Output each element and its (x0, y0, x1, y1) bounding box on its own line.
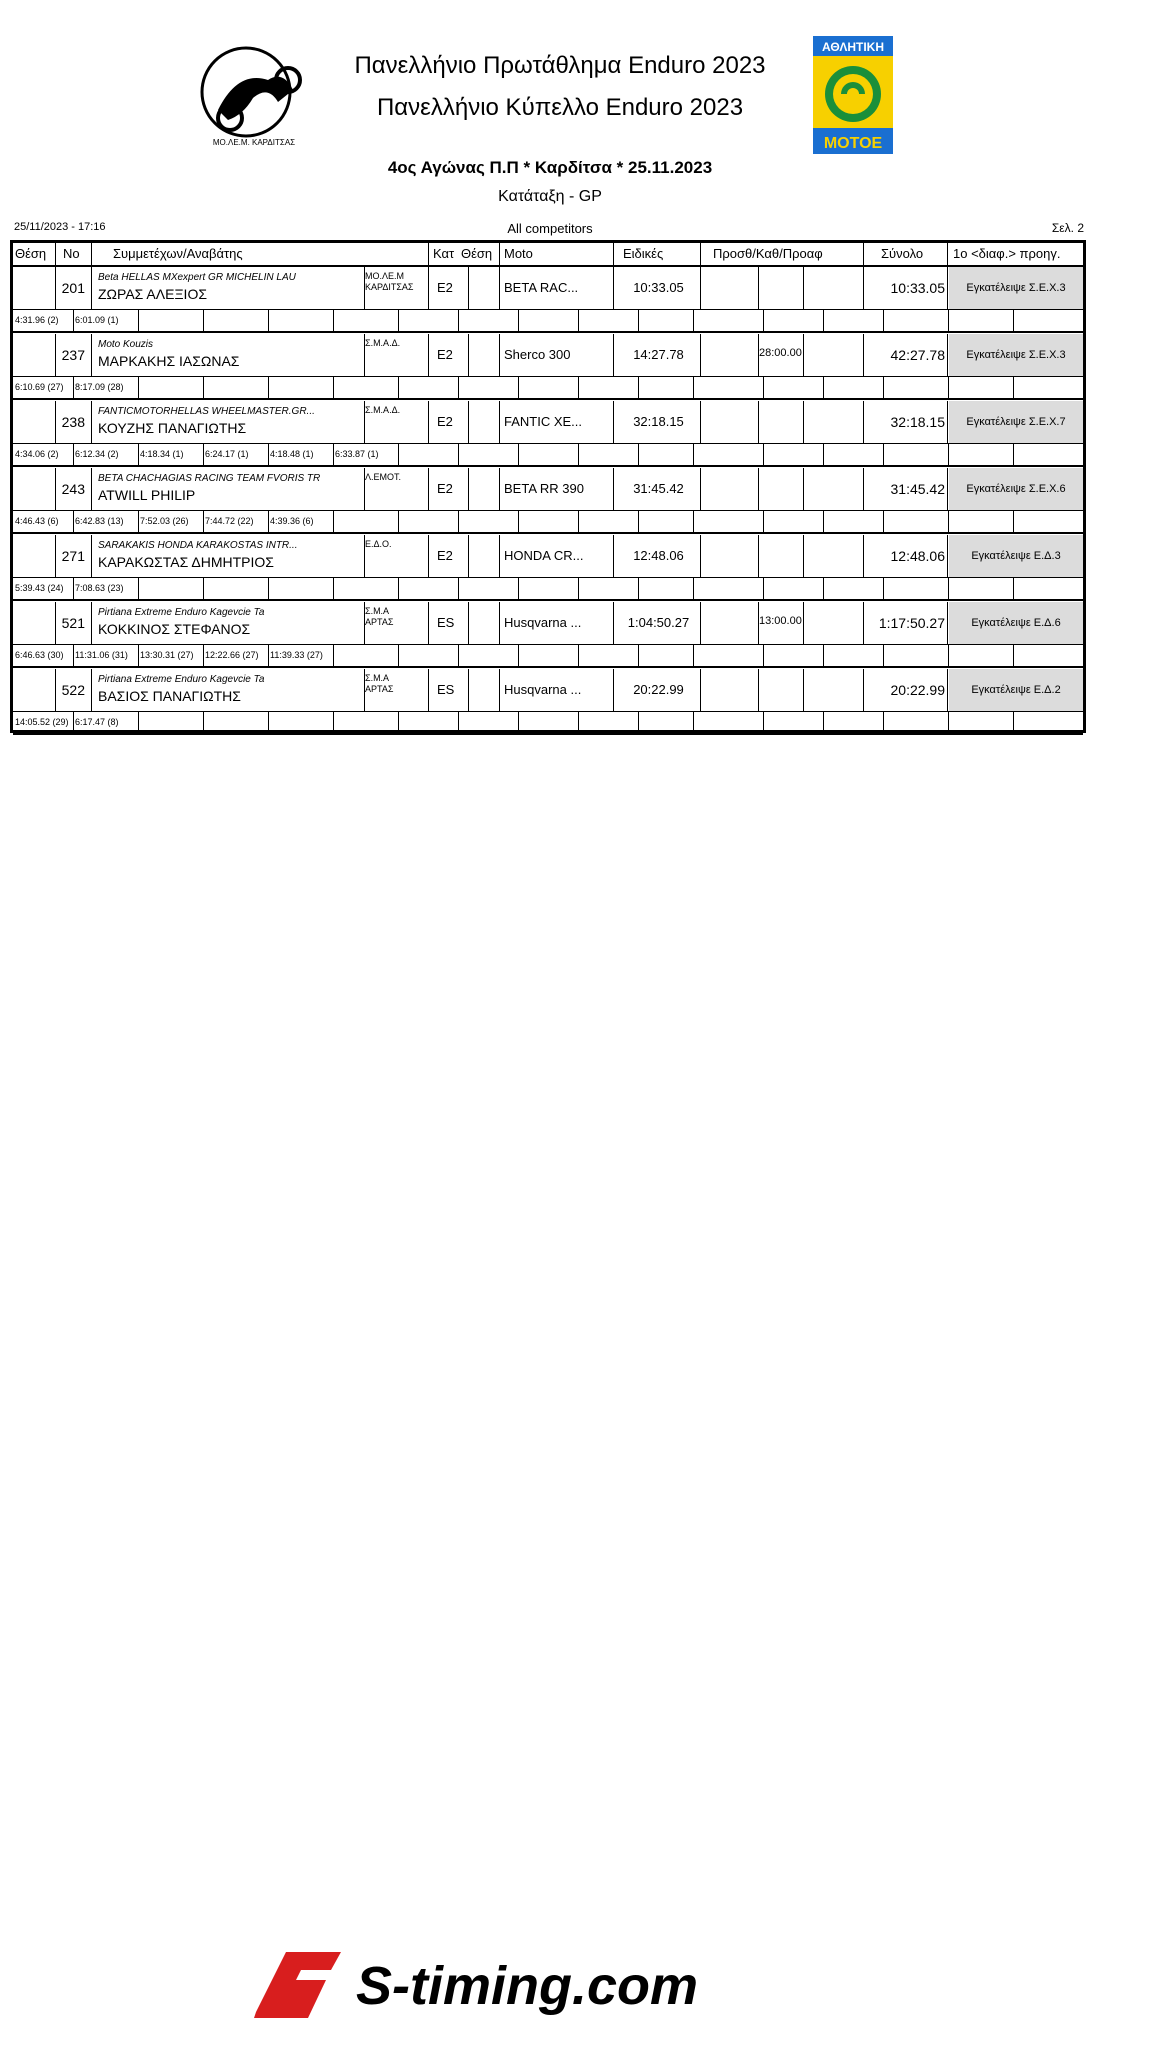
lap-times-row (13, 510, 1083, 534)
lap-time: 4:18.34 (1) (140, 449, 184, 459)
results-table (10, 240, 1086, 733)
col-catpos: Θέση (461, 246, 493, 261)
class: E2 (437, 280, 453, 295)
lap-time: 6:42.83 (13) (75, 516, 124, 526)
club (365, 539, 392, 550)
lap-times-row (13, 711, 1083, 735)
lap-time: 6:24.17 (1) (205, 449, 249, 459)
rider-number: 522 (61, 682, 85, 698)
team-name: Beta HELLAS MXexpert GR MICHELIN LAU (98, 272, 296, 283)
lap-times-row (13, 644, 1083, 668)
team-name: Moto Kouzis (98, 339, 154, 350)
logo-bottom-text: ΜΟΤΟΕ (823, 135, 883, 152)
club (365, 271, 413, 293)
table-row (13, 401, 1083, 443)
club-line: Λ.ΕΜΟΤ. (365, 472, 402, 482)
club-line: ΑΡΤΑΣ (365, 617, 394, 627)
lap-time: 4:46.43 (6) (15, 516, 59, 526)
lap-time: 6:10.69 (27) (15, 382, 64, 392)
motorcycle: Husqvarna ... (504, 615, 582, 630)
col-special: Ειδικές (623, 246, 664, 261)
club-line: Σ.Μ.Α (365, 606, 390, 616)
club (365, 673, 393, 695)
classification-title: Κατάταξη - GP (498, 188, 602, 205)
class: E2 (437, 347, 453, 362)
table-row (13, 267, 1083, 309)
penalty-time: 13:00.00 (759, 615, 802, 627)
team-name: Pirtiana Extreme Enduro Kagevcie Ta (98, 607, 265, 618)
lap-time: 6:33.87 (1) (335, 449, 379, 459)
rider-number: 237 (61, 347, 85, 363)
class: E2 (437, 548, 453, 563)
lap-time: 8:17.09 (28) (75, 382, 124, 392)
lap-time: 5:39.43 (24) (15, 583, 64, 593)
motorcycle: FANTIC XE... (504, 414, 583, 429)
table-header (13, 243, 1083, 267)
col-total: Σύνολο (881, 246, 924, 261)
lap-times-row (13, 309, 1083, 333)
lap-time: 7:52.03 (26) (140, 516, 189, 526)
special-time: 14:27.78 (633, 347, 684, 362)
club-logo (198, 40, 310, 152)
rider-number: 243 (61, 481, 85, 497)
club (365, 472, 401, 483)
status: Εγκατέλειψε Σ.Ε.Χ.3 (949, 334, 1083, 376)
col-pos: Θέση (15, 246, 47, 261)
lap-times-row (13, 577, 1083, 601)
rider-name: ΒΑΣΙΟΣ ΠΑΝΑΓΙΩΤΗΣ (98, 688, 241, 704)
team-name: SARAKAKIS HONDA KARAKOSTAS INTR... (98, 540, 298, 551)
class: ES (437, 682, 455, 697)
lap-time: 4:31.96 (2) (15, 315, 59, 325)
total-time: 32:18.15 (890, 414, 945, 430)
lap-time: 6:12.34 (2) (75, 449, 119, 459)
rider-name: ΚΟΥΖΗΣ ΠΑΝΑΓΙΩΤΗΣ (98, 420, 247, 436)
club-line: Σ.Μ.Α (365, 673, 390, 683)
club-line: ΜΟ.ΛΕ.Μ (365, 271, 405, 281)
lap-times-row (13, 376, 1083, 400)
total-time: 1:17:50.27 (878, 615, 945, 631)
stiming-text: S-timing.com (356, 1956, 699, 2016)
special-time: 1:04:50.27 (627, 615, 690, 630)
status: Εγκατέλειψε Σ.Ε.Χ.7 (949, 401, 1083, 443)
motorcycle: BETA RAC... (504, 280, 579, 295)
lap-time: 6:46.63 (30) (15, 650, 64, 660)
status: Εγκατέλειψε Ε.Δ.6 (949, 602, 1083, 644)
lap-time: 11:39.33 (27) (270, 650, 323, 660)
lap-time: 6:17.47 (8) (75, 717, 119, 727)
special-time: 10:33.05 (633, 280, 684, 295)
club-line: ΚΑΡΔΙΤΣΑΣ (365, 282, 414, 292)
team-name: FANTICMOTORHELLAS WHEELMASTER.GR... (98, 406, 315, 417)
lap-time: 13:30.31 (27) (140, 650, 194, 660)
club (365, 606, 393, 628)
timestamp: 25/11/2023 - 17:16 (14, 221, 106, 233)
lap-time: 7:44.72 (22) (205, 516, 254, 526)
motorcycle: HONDA CR... (504, 548, 584, 563)
federation-logo (813, 36, 893, 154)
rider-number: 238 (61, 414, 85, 430)
rider-name: ΜΑΡΚΑΚΗΣ ΙΑΣΩΝΑΣ (98, 353, 240, 369)
total-time: 42:27.78 (890, 347, 945, 363)
lap-time: 14:05.52 (29) (15, 717, 69, 727)
rider-number: 201 (61, 280, 85, 296)
lap-time: 4:34.06 (2) (15, 449, 59, 459)
rider-name: ΚΟΚΚΙΝΟΣ ΣΤΕΦΑΝΟΣ (98, 621, 251, 637)
table-row (13, 602, 1083, 644)
class: E2 (437, 414, 453, 429)
penalty-time: 28:00.00 (759, 347, 802, 359)
rider-number: 271 (61, 548, 85, 564)
lap-time: 6:01.09 (1) (75, 315, 119, 325)
team-name: Pirtiana Extreme Enduro Kagevcie Ta (98, 674, 265, 685)
col-cat: Κατ (433, 246, 455, 261)
club-line: ΑΡΤΑΣ (365, 684, 394, 694)
motorcycle: Sherco 300 (504, 347, 571, 362)
table-row (13, 334, 1083, 376)
motorcycle: BETA RR 390 (504, 481, 584, 496)
category-label: All competitors (507, 221, 593, 236)
rider-name: ATWILL PHILIP (98, 487, 196, 503)
status: Εγκατέλειψε Σ.Ε.Χ.3 (949, 267, 1083, 309)
table-row (13, 669, 1083, 711)
table-row (13, 535, 1083, 577)
col-participant: Συμμετέχων/Αναβάτης (113, 246, 243, 261)
lap-time: 4:18.48 (1) (270, 449, 314, 459)
club (365, 338, 400, 349)
col-no: Νο (63, 246, 80, 261)
club-line: Ε.Δ.Ο. (365, 539, 392, 549)
col-moto: Moto (504, 246, 533, 261)
total-time: 20:22.99 (890, 682, 945, 698)
status: Εγκατέλειψε Ε.Δ.3 (949, 535, 1083, 577)
stiming-logo (246, 1942, 826, 2028)
rider-name: ΚΑΡΑΚΩΣΤΑΣ ΔΗΜΗΤΡΙΟΣ (98, 554, 274, 570)
total-time: 12:48.06 (890, 548, 945, 564)
club-logo-caption: ΜΟ.ΛΕ.Μ. ΚΑΡΔΙΤΣΑΣ (212, 138, 296, 147)
club (365, 405, 400, 416)
lap-times-row (13, 443, 1083, 467)
rider-number: 521 (61, 615, 85, 631)
status: Εγκατέλειψε Ε.Δ.2 (949, 669, 1083, 711)
col-penalty: Προσθ/Καθ/Προαφ (713, 246, 823, 261)
page-number: Σελ. 2 (1051, 221, 1084, 235)
class: ES (437, 615, 455, 630)
lap-time: 4:39.36 (6) (270, 516, 314, 526)
club-line: Σ.Μ.Α.Δ. (365, 405, 401, 415)
total-time: 31:45.42 (890, 481, 945, 497)
special-time: 32:18.15 (633, 414, 684, 429)
lap-time: 12:22.66 (27) (205, 650, 259, 660)
motorcycle: Husqvarna ... (504, 682, 582, 697)
table-row (13, 468, 1083, 510)
status: Εγκατέλειψε Σ.Ε.Χ.6 (949, 468, 1083, 510)
class: E2 (437, 481, 453, 496)
lap-time: 7:08.63 (23) (75, 583, 124, 593)
team-name: BETA CHACHAGIAS RACING TEAM FVORIS TR (98, 473, 321, 484)
rider-name: ΖΩΡΑΣ ΑΛΕΞΙΟΣ (98, 286, 207, 302)
special-time: 12:48.06 (633, 548, 684, 563)
title-line-2: Πανελλήνιο Κύπελλο Enduro 2023 (376, 94, 744, 121)
event-title: 4ος Αγώνας Π.Π * Καρδίτσα * 25.11.2023 (387, 158, 713, 177)
total-time: 10:33.05 (890, 280, 945, 296)
title-line-1: Πανελλήνιο Πρωτάθλημα Enduro 2023 (354, 52, 766, 79)
logo-top-text: ΑΘΛΗΤΙΚΗ (821, 40, 885, 54)
special-time: 31:45.42 (633, 481, 684, 496)
lap-time: 11:31.06 (31) (75, 650, 128, 660)
special-time: 20:22.99 (633, 682, 684, 697)
club-line: Σ.Μ.Α.Δ. (365, 338, 401, 348)
col-diff: 1ο <διαφ.> προηγ. (953, 246, 1061, 261)
